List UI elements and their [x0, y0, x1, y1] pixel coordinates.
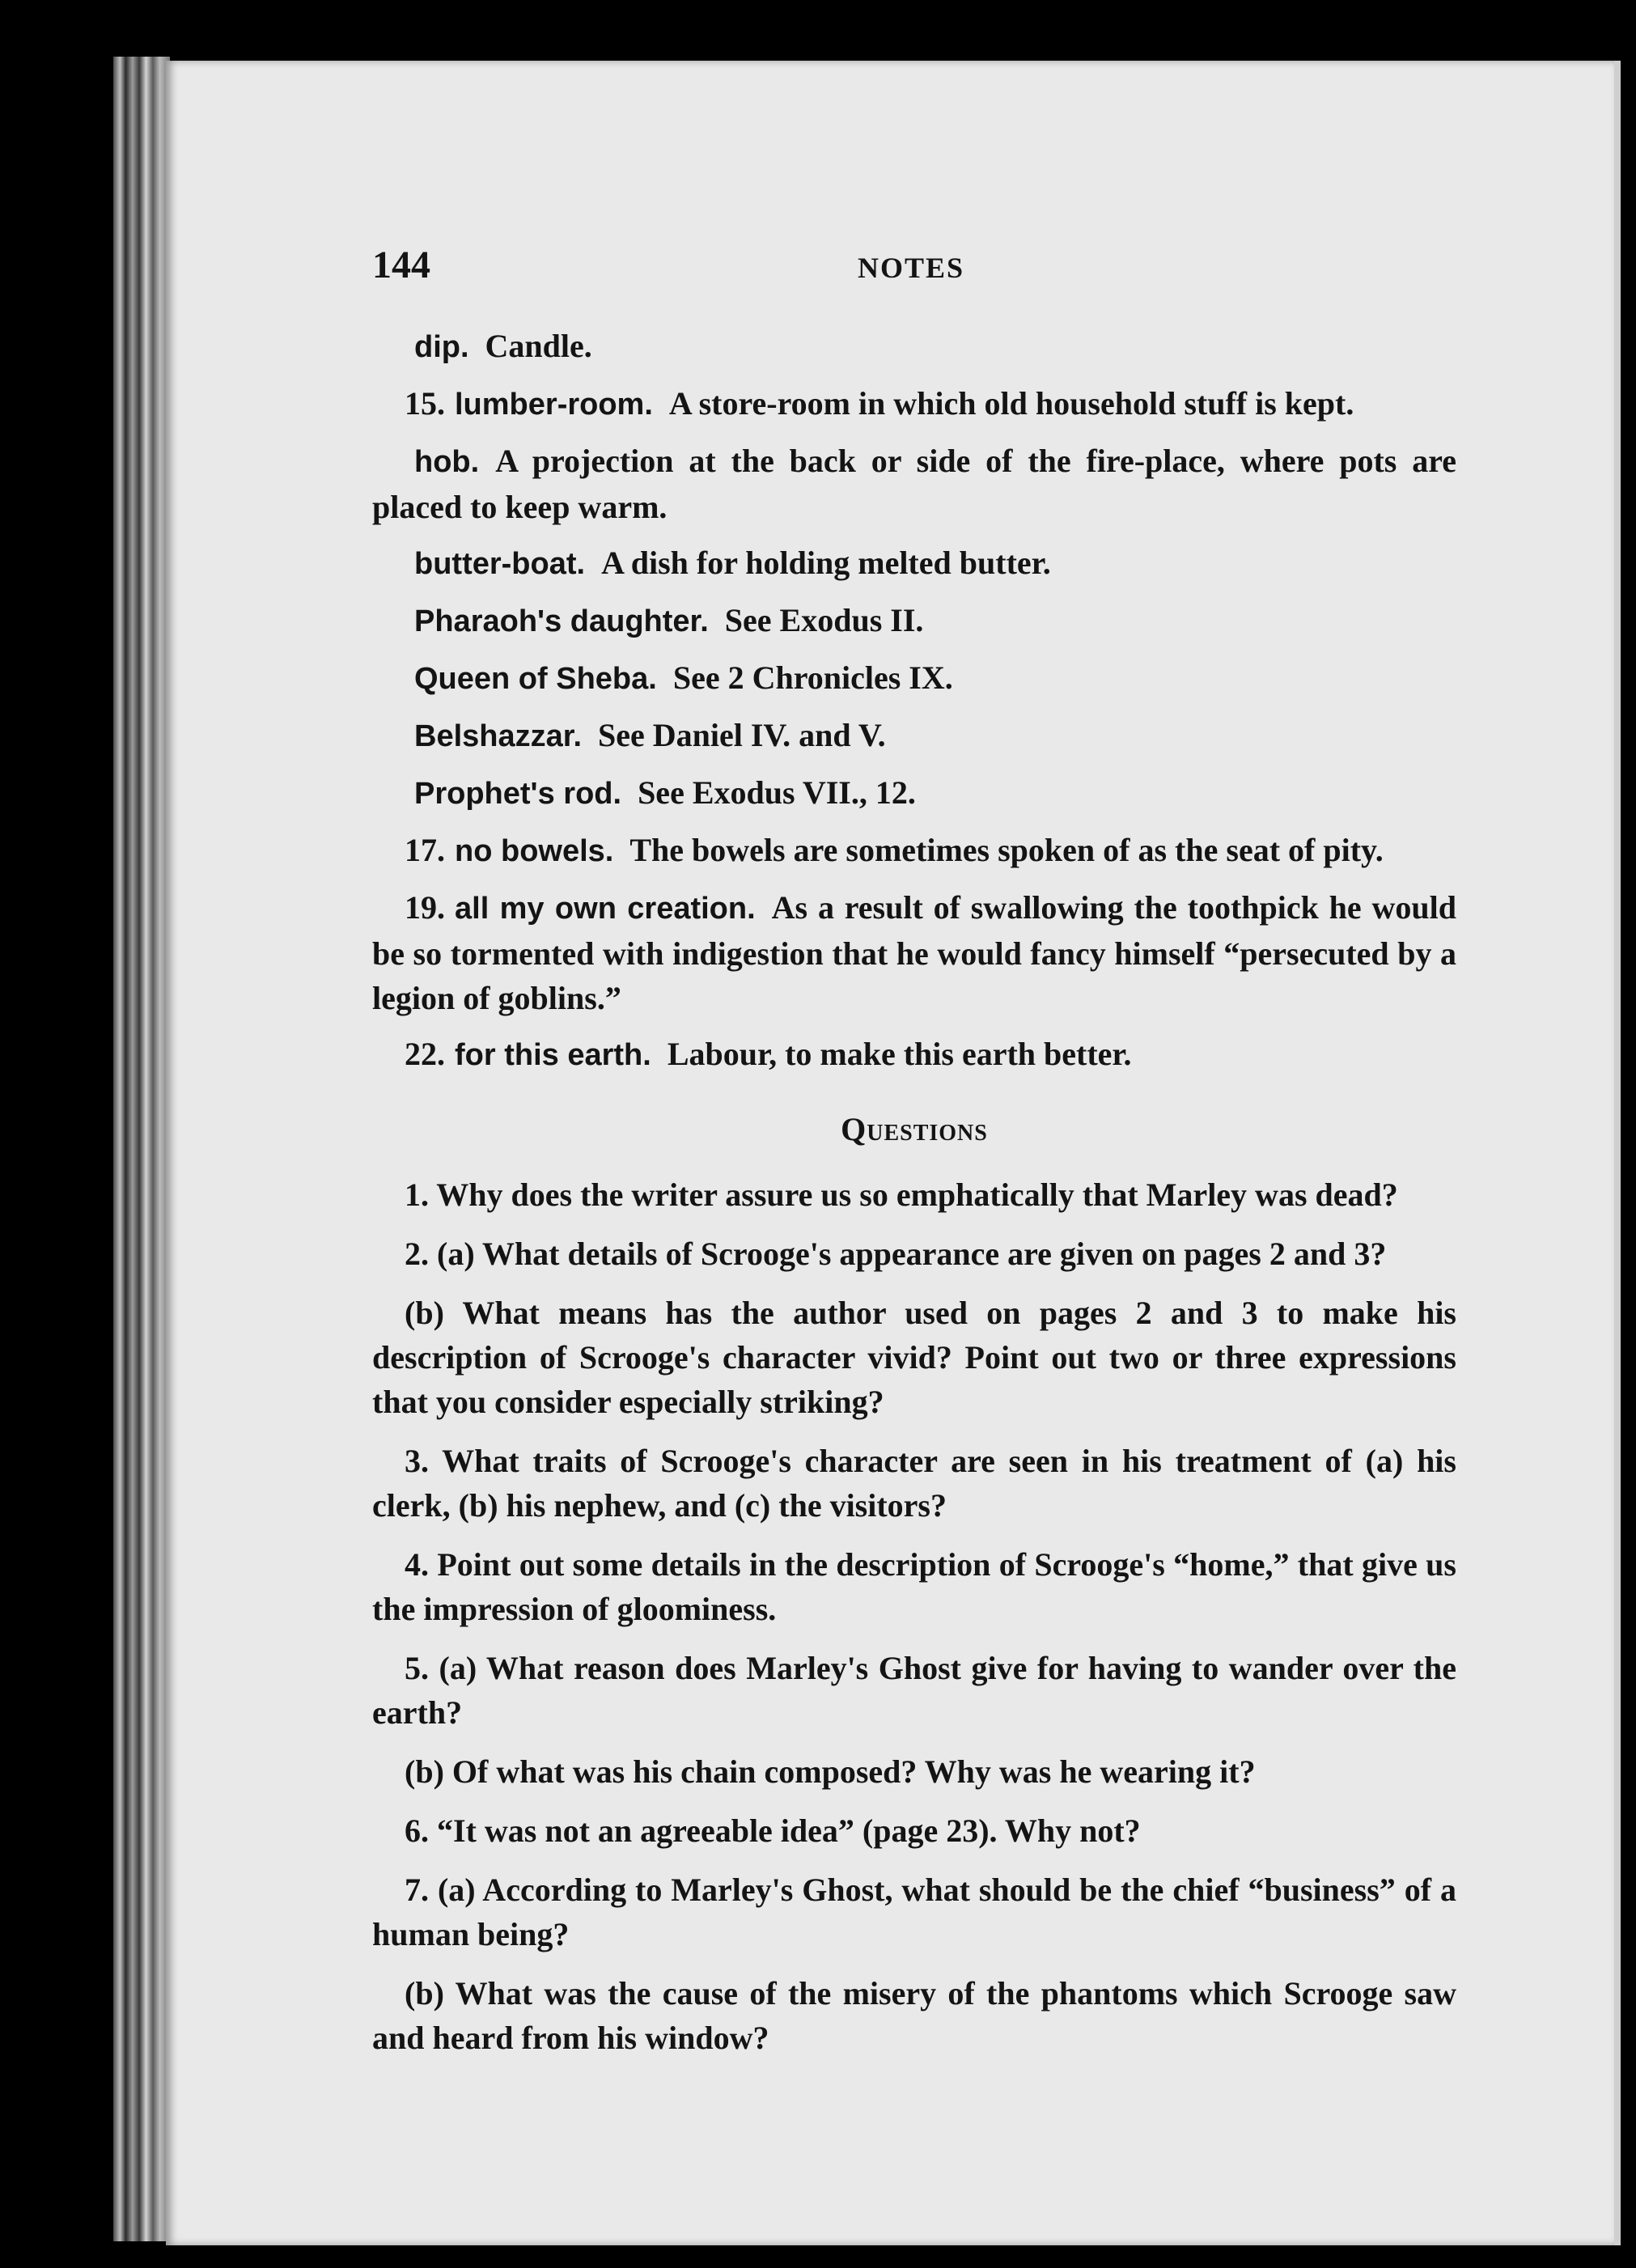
question-item: 6. “It was not an agreeable idea” (page 23). Why not? — [405, 1812, 1141, 1849]
note-entry — [372, 885, 1456, 1020]
note-entry — [372, 770, 1456, 816]
note-definition: See Daniel IV. and V. — [598, 717, 886, 753]
note-definition: The bowels are sometimes spoken of as the seat of pity. — [629, 832, 1384, 868]
note-term: all my own creation. — [455, 892, 756, 926]
note-definition: A projection at the back or side of the fire-place, where pots are placed to keep warm. — [372, 443, 1456, 525]
note-definition: Labour, to make this earth better. — [667, 1036, 1132, 1072]
note-number: 22. — [405, 1036, 445, 1072]
note-term: Pharaoh's daughter. — [414, 604, 709, 638]
question-item: (b) Of what was his chain composed? Why was he wearing it? — [405, 1753, 1256, 1790]
note-definition: See Exodus VII., 12. — [638, 774, 916, 811]
note-number: 19. — [405, 889, 445, 926]
note-term: Queen of Sheba. — [414, 662, 657, 696]
note-definition: Candle. — [485, 328, 592, 364]
question-item: 5. (a) What reason does Marley's Ghost give for having to wander over the earth? — [372, 1650, 1456, 1731]
note-entry — [372, 828, 1456, 874]
question-item: (b) What means has the author used on pages 2 and 3 to make his description of Scrooge's character vivid? Point out two or three expressions that you consider especially striking? — [372, 1295, 1456, 1420]
note-term: lumber-room. — [455, 388, 653, 422]
note-term: Prophet's rod. — [414, 777, 622, 811]
note-entry — [372, 381, 1456, 427]
note-definition: A store-room in which old household stuff is kept. — [668, 385, 1354, 422]
question-item: 2. (a) What details of Scrooge's appearance are given on pages 2 and 3? — [405, 1236, 1387, 1272]
question-item: 3. What traits of Scrooge's character are seen in his treatment of (a) his clerk, (b) his nephew, and (c) the visitors? — [372, 1443, 1456, 1524]
note-definition: A dish for holding melted butter. — [601, 545, 1051, 581]
book-binding — [113, 57, 170, 2241]
note-entry — [372, 541, 1456, 587]
note-definition: See 2 Chronicles IX. — [672, 659, 953, 696]
note-term: dip. — [414, 330, 469, 364]
note-entry — [372, 1032, 1456, 1078]
note-number: 17. — [405, 832, 445, 868]
question-item: 7. (a) According to Marley's Ghost, what should be the chief “business” of a human being? — [372, 1872, 1456, 1952]
note-term: hob. — [414, 445, 480, 479]
note-entry — [372, 439, 1456, 529]
note-entry — [372, 598, 1456, 644]
page-number: 144 — [372, 244, 430, 286]
page-content — [372, 243, 1456, 2075]
note-definition: See Exodus II. — [724, 602, 924, 638]
page-header — [372, 243, 1456, 291]
note-term: Belshazzar. — [414, 719, 582, 753]
note-definition: As a result of swallowing the toothpick he would be so tormented with indigestion that he would fancy himself “persecuted by a legion of goblins.” — [372, 889, 1456, 1016]
question-item: (b) What was the cause of the misery of the phantoms which Scrooge saw and heard from his window? — [372, 1975, 1456, 2056]
note-term: no bowels. — [455, 834, 614, 868]
note-entry — [372, 324, 1456, 370]
questions-heading: Questions — [841, 1111, 988, 1147]
note-term: for this earth. — [455, 1038, 651, 1072]
note-term: butter-boat. — [414, 547, 586, 581]
question-item: 1. Why does the writer assure us so emphatically that Marley was dead? — [405, 1176, 1398, 1213]
note-entry — [372, 713, 1456, 759]
note-entry — [372, 655, 1456, 702]
note-number: 15. — [405, 385, 445, 422]
running-head: NOTES — [858, 252, 965, 284]
question-item: 4. Point out some details in the description of Scrooge's “home,” that give us the impression of gloominess. — [372, 1546, 1456, 1627]
